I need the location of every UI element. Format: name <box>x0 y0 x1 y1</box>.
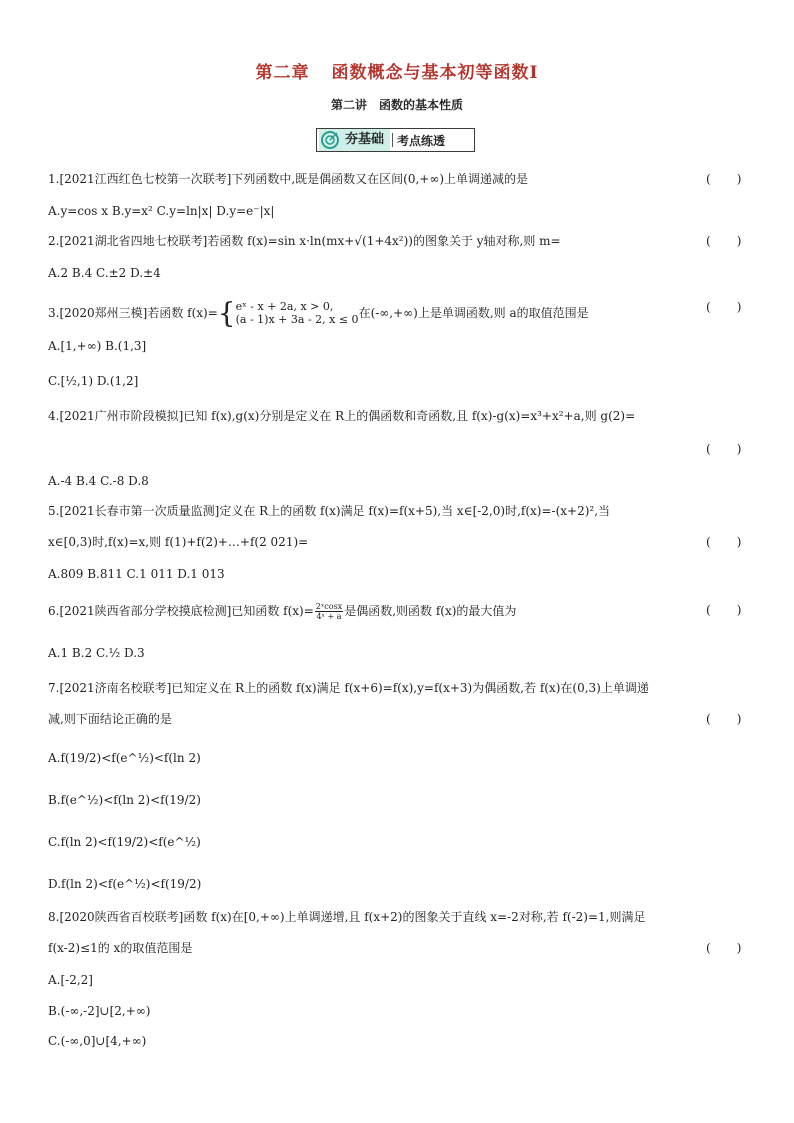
answer-blank[interactable] <box>706 711 746 727</box>
question-5-options: A.809 B.811 C.1 011 D.1 013 <box>48 567 225 581</box>
badge-sub-label: 考点练透 <box>397 133 446 148</box>
piecewise-brace: { <box>217 296 236 329</box>
question-7-option-c: C.f(ln 2)<f(19/2)<f(e^½) <box>48 835 201 849</box>
fraction: $\frac{\text{2ˣcosx}}{\text{4ˣ + a}}$ <box>315 602 343 621</box>
answer-blank[interactable] <box>706 441 746 457</box>
lecture-title: 第二讲 函数的基本性质 <box>330 98 464 112</box>
piecewise-cases: eˣ - x + 2a, x > 0, (a - 1)x + 3a - 2, x ≤ 0 <box>235 300 359 326</box>
chapter-title: 第二章 函数概念与基本初等函数Ⅰ <box>255 63 539 83</box>
question-4: 4.[2021广州市阶段模拟]已知 f(x),g(x)分别是定义在 R上的偶函数和奇函数,且 f(x)-g(x)=x³+x²+a,则 g(2)= <box>48 409 636 423</box>
badge-main-label: 夯基础 <box>341 129 390 151</box>
answer-blank[interactable] <box>706 233 746 249</box>
question-8-line1: 8.[2020陕西省百校联考]函数 f(x)在[0,+∞)上单调递增,且 f(x+2)的图象关于直线 x=-2对称,若 f(-2)=1,则满足 <box>48 910 646 924</box>
question-2: 2.[2021湖北省四地七校联考]若函数 f(x)=sin x·ln(mx+√(1+4x²))的图象关于 y轴对称,则 m= ( ) <box>48 233 746 249</box>
question-6-options: A.1 B.2 C.½ D.3 <box>48 646 145 660</box>
question-3: 3.[2020郑州三模]若函数 f(x)={ eˣ - x + 2a, x > 0, (a - 1)x + 3a - 2, x ≤ 0 在(-∞,+∞)上是单调函数,则 a的取值范围是 ( ) <box>48 299 746 327</box>
question-8-option-c: C.(-∞,0]∪[4,+∞) <box>48 1034 147 1048</box>
question-2-options: A.2 B.4 C.±2 D.±4 <box>48 266 161 280</box>
badge-divider <box>392 133 393 147</box>
question-7-line1: 7.[2021济南名校联考]已知定义在 R上的函数 f(x)满足 f(x+6)=f(x),y=f(x+3)为偶函数,若 f(x)在(0,3)上单调递 <box>48 681 649 695</box>
question-7-option-a: A.f(19/2)<f(e^½)<f(ln 2) <box>48 751 201 765</box>
target-icon <box>319 129 341 151</box>
question-1: 1.[2021江西红色七校第一次联考]下列函数中,既是偶函数又在区间(0,+∞)上单调递减的是 ( ) <box>48 171 746 187</box>
question-7: 减,则下面结论正确的是 ( ) <box>48 711 746 727</box>
question-1-options: A.y=cos x B.y=x² C.y=ln|x| D.y=e⁻|x| <box>48 204 275 218</box>
question-3-options-cd: C.[½,1) D.(1,2] <box>48 374 139 388</box>
question-6: 6.[2021陕西省部分学校摸底检测]已知函数 f(x)= $\frac{\text{2ˣcosx}}{\text{4ˣ + a}}$ 是偶函数,则函数 f(x)的最大值为 ( ) <box>48 602 746 621</box>
section-badge <box>316 128 475 152</box>
question-8-option-b: B.(-∞,-2]∪[2,+∞) <box>48 1004 151 1018</box>
question-5: x∈[0,3)时,f(x)=x,则 f(1)+f(2)+…+f(2 021)= ( ) <box>48 534 746 550</box>
question-8-option-a: A.[-2,2] <box>48 973 93 987</box>
question-5-line1: 5.[2021长春市第一次质量监测]定义在 R上的函数 f(x)满足 f(x)=f(x+5),当 x∈[-2,0)时,f(x)=-(x+2)²,当 <box>48 504 611 518</box>
question-4-options: A.-4 B.4 C.-8 D.8 <box>48 474 149 488</box>
question-7-option-b: B.f(e^½)<f(ln 2)<f(19/2) <box>48 793 201 807</box>
question-3-options-ab: A.[1,+∞) B.(1,3] <box>48 339 147 353</box>
answer-blank[interactable] <box>706 534 746 550</box>
answer-blank[interactable] <box>706 299 746 315</box>
question-8: f(x-2)≤1的 x的取值范围是 ( ) <box>48 940 746 956</box>
answer-blank[interactable] <box>706 171 746 187</box>
answer-blank[interactable] <box>706 940 746 956</box>
answer-blank[interactable] <box>706 602 746 618</box>
question-7-option-d: D.f(ln 2)<f(e^½)<f(19/2) <box>48 877 202 891</box>
